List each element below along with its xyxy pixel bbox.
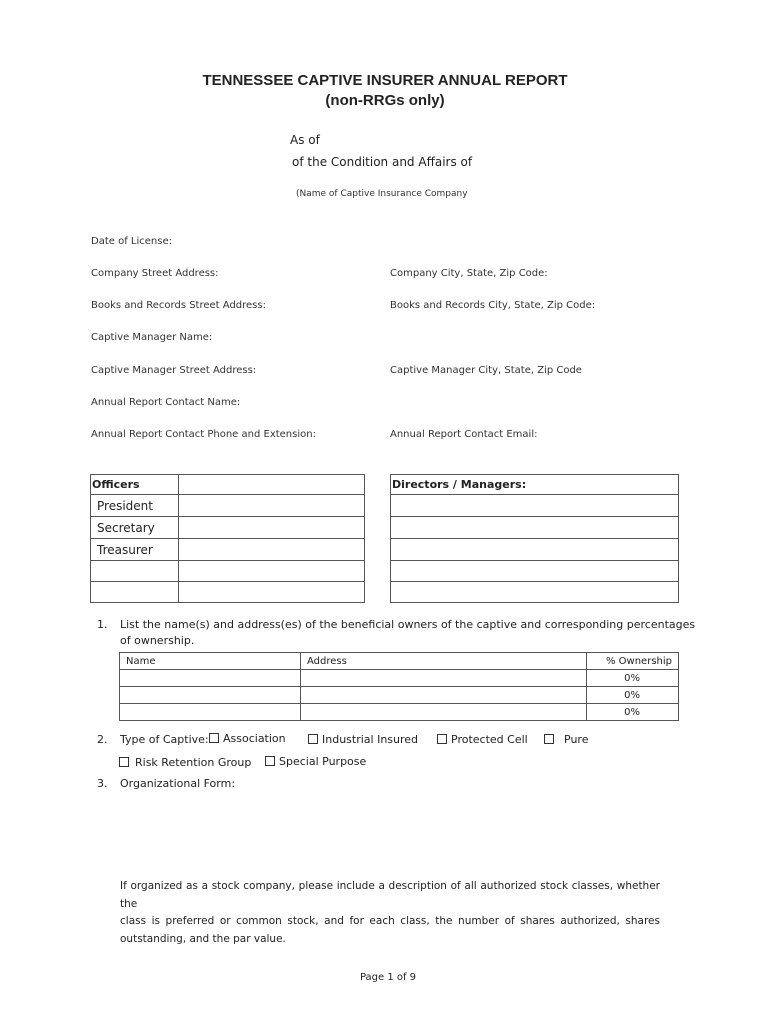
form-subtitle: (non-RRGs only)	[325, 92, 445, 109]
option-label: Association	[223, 732, 286, 745]
option-label: Risk Retention Group	[135, 756, 252, 769]
director-name-field[interactable]	[391, 517, 679, 539]
checkbox-icon[interactable]	[209, 733, 219, 743]
director-name-field[interactable]	[391, 495, 679, 517]
table-row	[120, 670, 679, 687]
checkbox-icon[interactable]	[308, 734, 318, 744]
column-header-address: Address	[301, 653, 587, 670]
director-name-field[interactable]	[391, 539, 679, 561]
officers-header: Officers	[91, 475, 179, 495]
company-city-label: Company City, State, Zip Code:	[390, 268, 548, 279]
column-header-ownership: % Ownership	[587, 653, 679, 670]
option-industrial-insured[interactable]	[308, 733, 418, 746]
owner-name-field[interactable]	[120, 687, 301, 704]
officer-name-field[interactable]	[179, 561, 365, 582]
q1-text-line1: List the name(s) and address(es) of the beneficial owners of the captive and corresponding percentages	[120, 618, 696, 631]
director-name-field[interactable]	[391, 561, 679, 582]
owner-address-field[interactable]	[301, 687, 587, 704]
stock-note-line3: outstanding, and the par value.	[120, 932, 286, 945]
officer-title: President	[91, 495, 179, 517]
manager-city-label: Captive Manager City, State, Zip Code	[390, 365, 582, 376]
condition-label: of the Condition and Affairs of	[292, 155, 473, 169]
stock-note-line1: If organized as a stock company, please include a description of all authorized stock classes, whether the	[120, 880, 660, 910]
column-header-name: Name	[120, 653, 301, 670]
officer-title[interactable]	[91, 582, 179, 603]
ownership-percent-field[interactable]: 0%	[587, 670, 679, 687]
officers-table	[90, 474, 365, 603]
option-risk-retention-group[interactable]	[119, 756, 251, 769]
ownership-table	[119, 652, 679, 721]
books-city-label: Books and Records City, State, Zip Code:	[390, 300, 596, 311]
option-label: Industrial Insured	[322, 733, 419, 746]
contact-name-label: Annual Report Contact Name:	[91, 397, 241, 408]
company-name-caption: (Name of Captive Insurance Company	[296, 189, 468, 199]
ownership-percent-field[interactable]: 0%	[587, 687, 679, 704]
owner-address-field[interactable]	[301, 704, 587, 721]
officer-name-field[interactable]	[179, 517, 365, 539]
owner-name-field[interactable]	[120, 670, 301, 687]
form-title: TENNESSEE CAPTIVE INSURER ANNUAL REPORT	[202, 72, 568, 89]
officers-header-blank[interactable]	[179, 475, 365, 495]
q1-number: 1.	[97, 618, 108, 631]
directors-header: Directors / Managers:	[391, 475, 679, 495]
contact-email-label: Annual Report Contact Email:	[390, 429, 538, 440]
page-number: Page 1 of 9	[359, 972, 417, 983]
q2-label: Type of Captive:	[120, 733, 209, 746]
option-special-purpose[interactable]	[265, 755, 366, 768]
officer-title[interactable]	[91, 561, 179, 582]
date-of-license-label: Date of License:	[91, 236, 172, 247]
officer-name-field[interactable]	[179, 539, 365, 561]
stock-note-line2: class is preferred or common stock, and for each class, the number of shares authorized, shares	[120, 915, 660, 927]
option-pure[interactable]	[544, 733, 588, 746]
directors-table	[390, 474, 679, 603]
books-street-label: Books and Records Street Address:	[91, 300, 266, 311]
q1-text-line2: of ownership.	[120, 634, 195, 647]
officer-title: Treasurer	[91, 539, 179, 561]
as-of-label: As of	[290, 133, 320, 147]
owner-name-field[interactable]	[120, 704, 301, 721]
q3-label: Organizational Form:	[120, 777, 236, 790]
officer-title: Secretary	[91, 517, 179, 539]
option-label: Special Purpose	[279, 755, 367, 768]
manager-name-label: Captive Manager Name:	[91, 332, 213, 343]
table-row	[120, 704, 679, 721]
company-street-label: Company Street Address:	[91, 268, 219, 279]
option-label: Pure	[564, 733, 589, 746]
q3-number: 3.	[97, 777, 108, 790]
checkbox-icon[interactable]	[265, 756, 275, 766]
checkbox-icon[interactable]	[544, 734, 554, 744]
option-label: Protected Cell	[451, 733, 528, 746]
checkbox-icon[interactable]	[437, 734, 447, 744]
ownership-percent-field[interactable]: 0%	[587, 704, 679, 721]
checkbox-icon[interactable]	[119, 757, 129, 767]
director-name-field[interactable]	[391, 582, 679, 603]
officer-name-field[interactable]	[179, 495, 365, 517]
option-association[interactable]	[209, 732, 286, 745]
stock-note	[120, 878, 660, 948]
contact-phone-label: Annual Report Contact Phone and Extension:	[91, 429, 316, 440]
q2-number: 2.	[97, 733, 108, 746]
table-row	[120, 687, 679, 704]
owner-address-field[interactable]	[301, 670, 587, 687]
officer-name-field[interactable]	[179, 582, 365, 603]
manager-street-label: Captive Manager Street Address:	[91, 365, 257, 376]
option-protected-cell[interactable]	[437, 733, 528, 746]
